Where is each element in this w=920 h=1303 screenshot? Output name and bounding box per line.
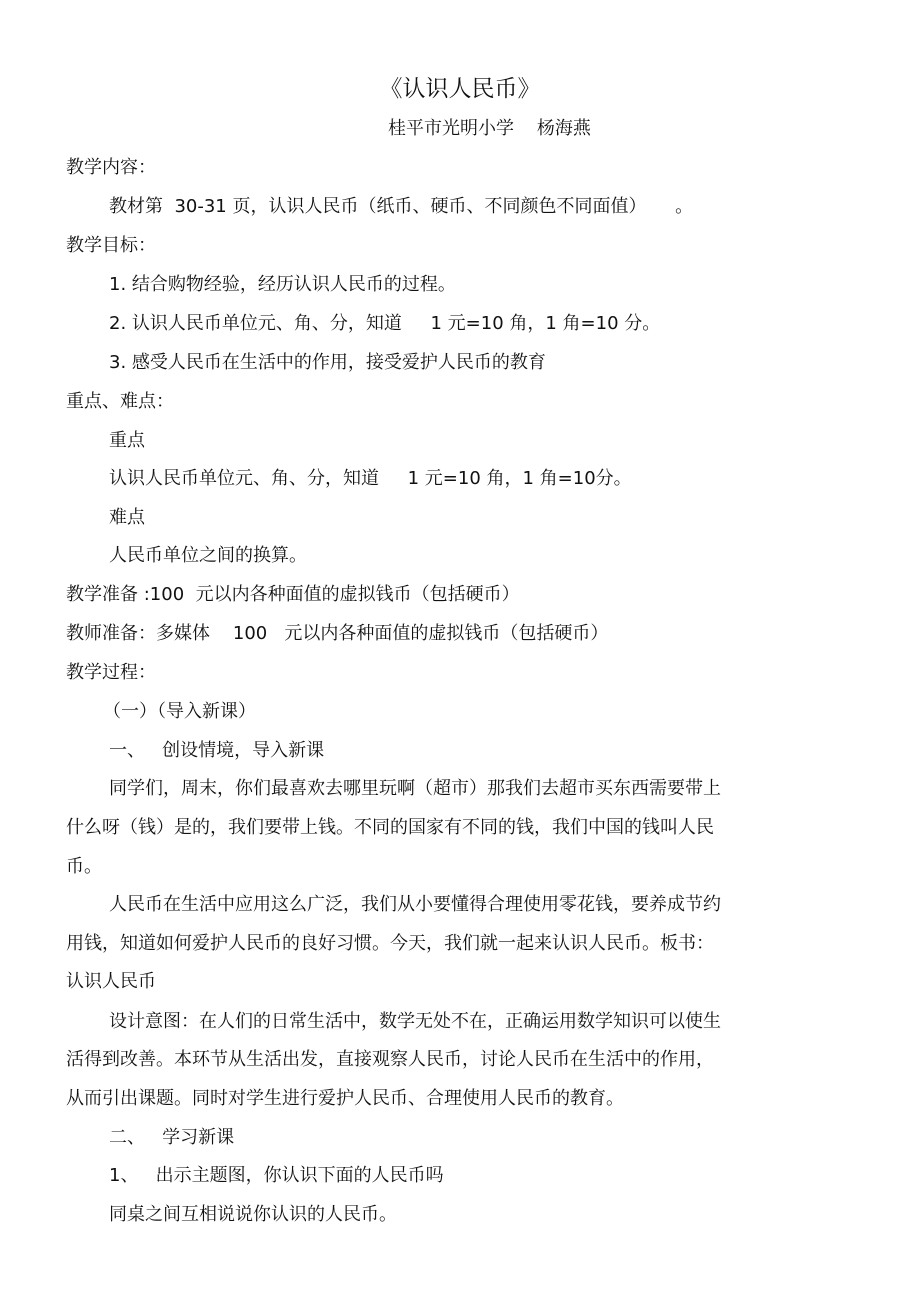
teacher-prep: 教师准备：多媒体 100 元以内各种面值的虚拟钱币（包括硬币） xyxy=(66,623,609,644)
design-intent-line: 从而引出课题。同时对学生进行爱护人民币、合理使用人民币的教育。 xyxy=(66,1088,624,1109)
paragraph-line: 同学们，周末，你们最喜欢去哪里玩啊（超市）那我们去超市买东西需要带上 xyxy=(109,778,721,799)
step-item-text: 同桌之间互相说说你认识的人民币。 xyxy=(109,1204,397,1225)
document-title: 《认识人民币》 xyxy=(379,76,541,102)
section-heading-content: 教学内容： xyxy=(66,157,156,178)
goal-item: 3. 感受人民币在生活中的作用，接受爱护人民币的教育 xyxy=(109,352,546,373)
key-label: 重点 xyxy=(109,430,145,451)
paragraph-line: 用钱，知道如何爱护人民币的良好习惯。今天，我们就一起来认识人民币。板书： xyxy=(66,933,714,954)
design-intent-line: 活得到改善。本环节从生活出发，直接观察人民币，讨论人民币在生活中的作用， xyxy=(66,1049,714,1070)
part-heading: （一）（导入新课） xyxy=(103,701,256,722)
goal-item: 1. 结合购物经验，经历认识人民币的过程。 xyxy=(109,274,456,295)
section-heading-process: 教学过程： xyxy=(66,662,156,683)
section-heading-keypoints: 重点、难点： xyxy=(66,391,174,412)
difficulty-text: 人民币单位之间的换算。 xyxy=(109,545,307,566)
section-heading-goals: 教学目标： xyxy=(66,235,156,256)
step-heading: 二、 学习新课 xyxy=(109,1127,235,1148)
student-prep: 教学准备 :100 元以内各种面值的虚拟钱币（包括硬币） xyxy=(66,584,520,605)
paragraph-line: 认识人民币 xyxy=(66,971,156,992)
paragraph-line: 币。 xyxy=(66,856,102,877)
difficulty-label: 难点 xyxy=(109,507,145,528)
step-item: 1、 出示主题图，你认识下面的人民币吗 xyxy=(109,1165,444,1186)
paragraph-line: 人民币在生活中应用这么广泛，我们从小要懂得合理使用零花钱，要养成节约 xyxy=(109,894,721,915)
design-intent-line: 设计意图：在人们的日常生活中，数学无处不在，正确运用数学知识可以使生 xyxy=(109,1011,721,1032)
content-text: 教材第 30-31 页，认识人民币（纸币、硬币、不同颜色不同面值） 。 xyxy=(109,196,694,217)
goal-item: 2. 认识人民币单位元、角、分，知道 1 元=10 角，1 角=10 分。 xyxy=(109,313,661,334)
author-line: 桂平市光明小学 杨海燕 xyxy=(388,118,591,139)
paragraph-line: 什么呀（钱）是的，我们要带上钱。不同的国家有不同的钱，我们中国的钱叫人民 xyxy=(66,817,714,838)
step-heading: 一、 创设情境，导入新课 xyxy=(109,740,325,761)
key-text: 认识人民币单位元、角、分，知道 1 元=10 角，1 角=10分。 xyxy=(109,468,632,489)
